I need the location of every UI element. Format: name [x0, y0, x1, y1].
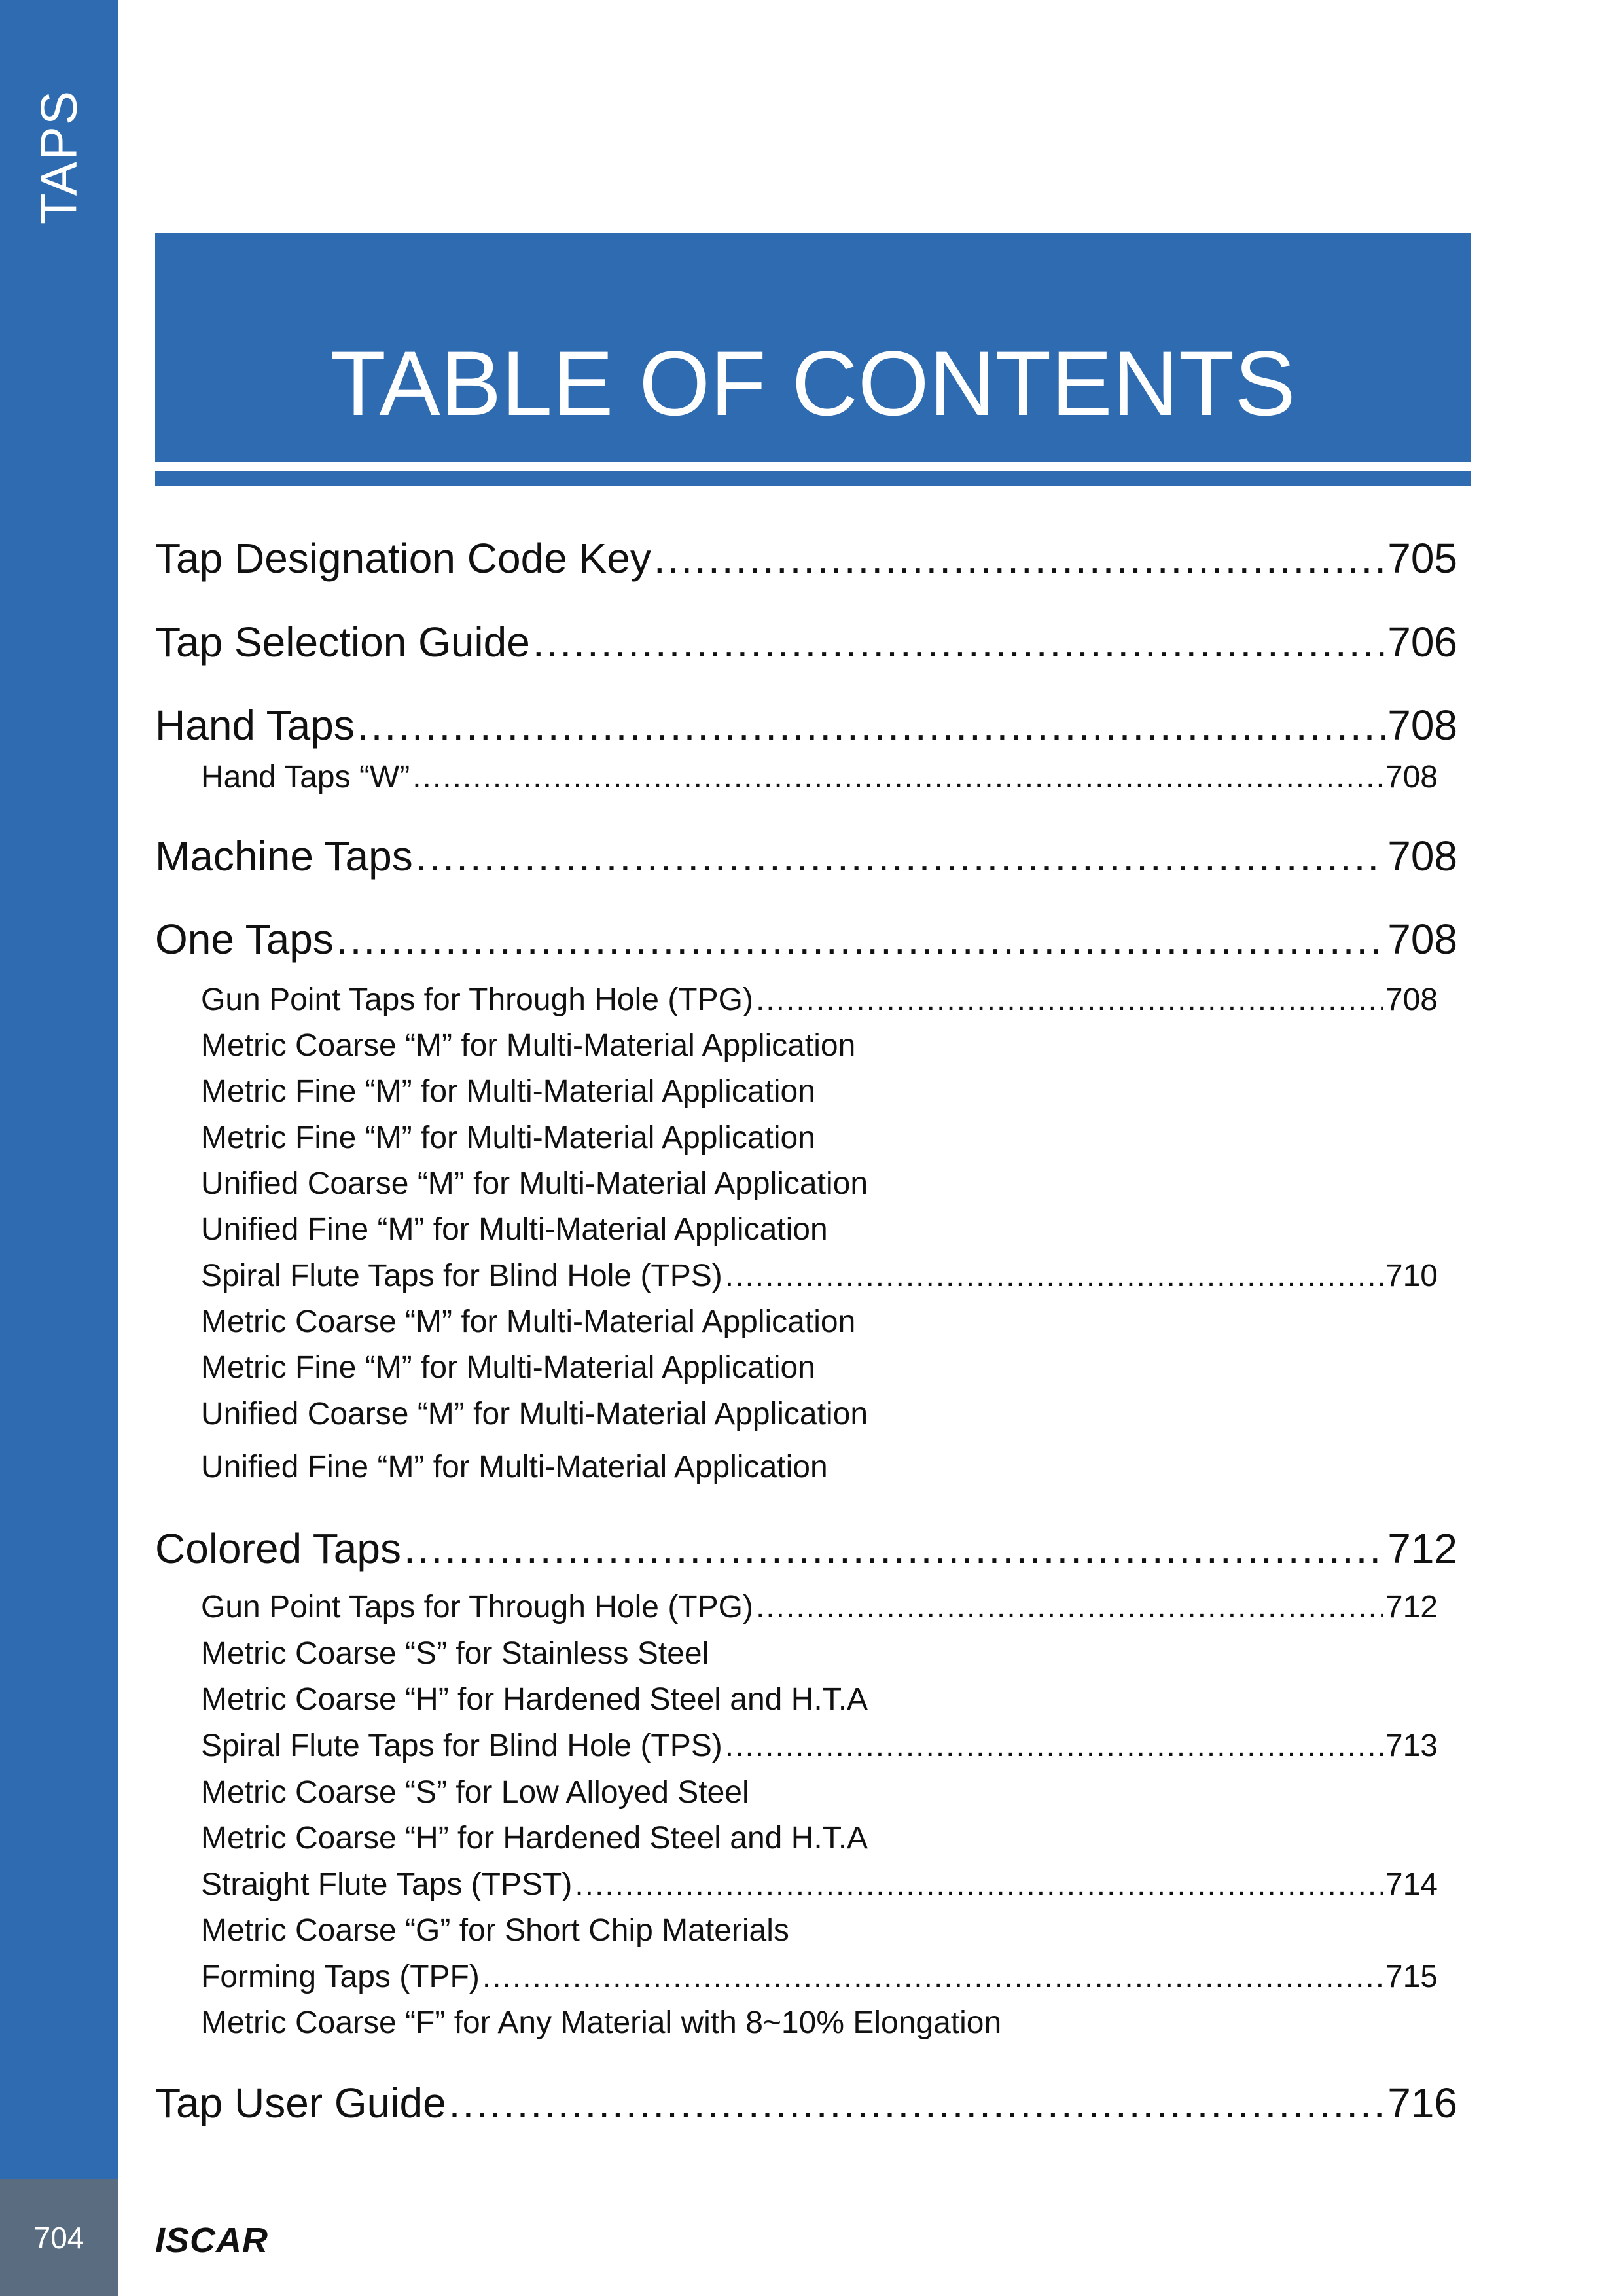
- toc-subentry: [201, 759, 1438, 795]
- toc-description: [201, 1350, 1438, 1386]
- toc-page-number: 708: [1387, 702, 1457, 749]
- toc-subentry: [201, 1867, 1438, 1903]
- toc-description: [201, 1166, 1438, 1202]
- toc-page-number: 706: [1387, 619, 1457, 666]
- toc-description: [201, 1028, 1438, 1064]
- toc-entry: [155, 2079, 1457, 2127]
- toc-label: Hand Taps: [155, 702, 355, 749]
- toc-label: Spiral Flute Taps for Blind Hole (TPS): [201, 1729, 722, 1763]
- dot-leader: [725, 1258, 1383, 1294]
- toc-label: Metric Coarse “M” for Multi-Material Application: [201, 1304, 856, 1339]
- dot-leader: [449, 2079, 1385, 2127]
- toc-page-number: 710: [1385, 1259, 1438, 1293]
- toc-entry: [155, 832, 1457, 880]
- toc-description: [201, 2005, 1438, 2041]
- dot-leader: [756, 982, 1383, 1018]
- dot-leader: [336, 915, 1385, 963]
- toc-page-number: 708: [1385, 982, 1438, 1017]
- dot-leader: [575, 1867, 1383, 1903]
- toc-page-number: 712: [1385, 1590, 1438, 1624]
- toc-label: Metric Coarse “M” for Multi-Material Application: [201, 1028, 856, 1063]
- toc-label: Forming Taps (TPF): [201, 1960, 480, 1994]
- dot-leader: [404, 1524, 1385, 1573]
- toc-label: Machine Taps: [155, 833, 413, 880]
- dot-leader: [654, 534, 1385, 583]
- toc-description: [201, 1396, 1438, 1432]
- toc-label: Hand Taps “W”: [201, 760, 410, 795]
- dot-leader: [482, 1959, 1383, 1995]
- toc-entry: [155, 534, 1457, 583]
- toc-description: [201, 1681, 1438, 1717]
- dot-leader: [725, 1728, 1383, 1764]
- toc-label: Gun Point Taps for Through Hole (TPG): [201, 1590, 753, 1624]
- toc-label: Metric Fine “M” for Multi-Material Application: [201, 1350, 815, 1385]
- brand-logo: ISCAR: [155, 2221, 269, 2260]
- toc-subentry: [201, 1258, 1438, 1294]
- toc-entry: [155, 1524, 1457, 1573]
- toc-description: [201, 1211, 1438, 1247]
- toc-page-number: 715: [1385, 1960, 1438, 1994]
- toc-subentry: [201, 1959, 1438, 1995]
- toc-subentry: [201, 1589, 1438, 1625]
- toc-description: [201, 1636, 1438, 1672]
- toc-page-number: 712: [1387, 1525, 1457, 1572]
- toc-page-number: 713: [1385, 1729, 1438, 1763]
- toc-page-number: 714: [1385, 1867, 1438, 1902]
- toc-label: Metric Coarse “S” for Low Alloyed Steel: [201, 1775, 749, 1810]
- dot-leader: [416, 832, 1385, 880]
- toc-label: Unified Fine “M” for Multi-Material Application: [201, 1212, 828, 1247]
- toc-description: [201, 1912, 1438, 1948]
- toc-page-number: 708: [1387, 833, 1457, 880]
- toc-label: Tap User Guide: [155, 2079, 446, 2126]
- dot-leader: [412, 759, 1383, 795]
- toc-entry: [155, 915, 1457, 963]
- toc-label: Unified Coarse “M” for Multi-Material Application: [201, 1166, 868, 1201]
- toc-subentry: [201, 982, 1438, 1018]
- toc-page-number: 708: [1387, 916, 1457, 963]
- page-number: 704: [33, 2221, 84, 2255]
- toc-label: Metric Coarse “F” for Any Material with 8~10% Elongation: [201, 2005, 1002, 2040]
- toc-label: Gun Point Taps for Through Hole (TPG): [201, 982, 753, 1017]
- toc-label: Metric Coarse “G” for Short Chip Materials: [201, 1913, 789, 1948]
- toc-page-number: 716: [1387, 2079, 1457, 2126]
- toc-label: Tap Designation Code Key: [155, 535, 651, 582]
- toc-label: Tap Selection Guide: [155, 619, 530, 666]
- toc-entry: [155, 701, 1457, 749]
- dot-leader: [756, 1589, 1383, 1625]
- toc-label: Straight Flute Taps (TPST): [201, 1867, 573, 1902]
- toc-description: [201, 1304, 1438, 1340]
- toc-label: Metric Fine “M” for Multi-Material Application: [201, 1121, 815, 1155]
- toc-description: [201, 1120, 1438, 1156]
- toc-label: Spiral Flute Taps for Blind Hole (TPS): [201, 1259, 722, 1293]
- section-label: TAPS: [29, 90, 88, 224]
- dot-leader: [357, 701, 1385, 749]
- toc-page-number: 705: [1387, 535, 1457, 582]
- toc-label: Metric Fine “M” for Multi-Material Application: [201, 1074, 815, 1109]
- toc-entry: [155, 618, 1457, 666]
- toc-label: Unified Fine “M” for Multi-Material Application: [201, 1450, 828, 1484]
- dot-leader: [533, 618, 1385, 666]
- toc-description: [201, 1820, 1438, 1856]
- page-title: TABLE OF CONTENTS: [330, 332, 1296, 435]
- toc-description: [201, 1073, 1438, 1109]
- toc-label: Unified Coarse “M” for Multi-Material Application: [201, 1397, 868, 1431]
- toc-description: [201, 1449, 1438, 1485]
- toc-label: Metric Coarse “S” for Stainless Steel: [201, 1636, 709, 1671]
- toc-label: Colored Taps: [155, 1525, 401, 1572]
- toc-subentry: [201, 1728, 1438, 1764]
- toc-description: [201, 1774, 1438, 1810]
- toc-page-number: 708: [1385, 760, 1438, 795]
- toc-label: Metric Coarse “H” for Hardened Steel and H.T.A: [201, 1821, 868, 1856]
- toc-label: Metric Coarse “H” for Hardened Steel and H.T.A: [201, 1682, 868, 1717]
- toc-label: One Taps: [155, 916, 334, 963]
